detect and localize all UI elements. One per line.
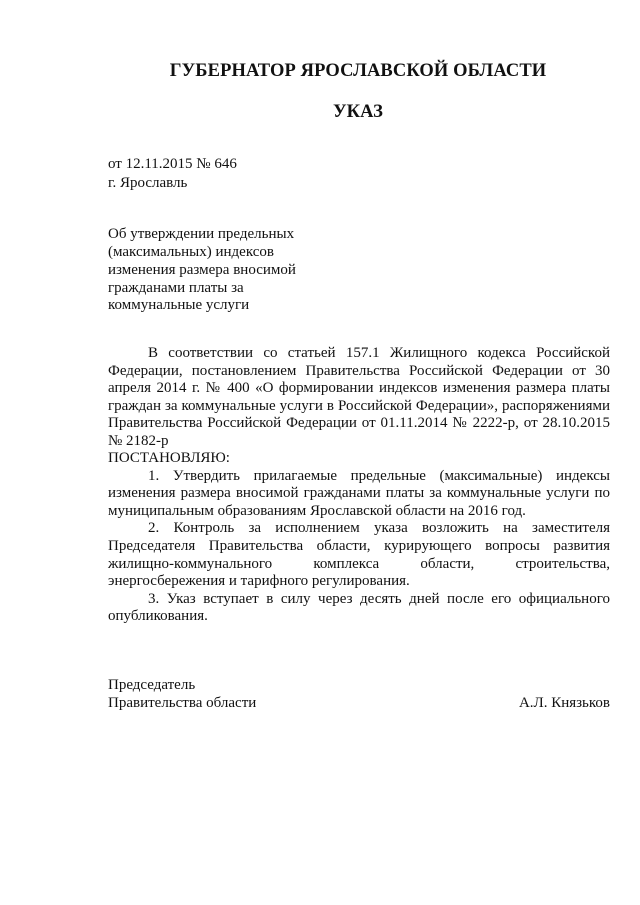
decree-word: ПОСТАНОВЛЯЮ: <box>108 450 230 467</box>
decree-item: 1. Утвердить прилагаемые предельные (максимальные) индексы изменения размера вносимой гражданами платы за коммунальные услуги по муниципальным образованиям Ярославской области на 2016 год. <box>108 467 610 519</box>
title-line: Об утверждении предельных <box>108 226 295 242</box>
document-body <box>108 345 610 626</box>
title-line: (максимальных) индексов <box>108 244 274 260</box>
preamble-paragraph: В соответствии со статьей 157.1 Жилищного кодекса Российской Федерации, постановлением Правительства Российской Федерации от 30 апреля 2014 г. № 400 «О формировании индексов изменения размера платы граждан за коммунальные услуги в Российской Федерации», распоряжениями Правительства Российской Федерации от 01.11.2014 № 2222-р, от 28.10.2015 № 2182-р <box>108 345 610 449</box>
signatory-position-line1: Председатель <box>108 677 196 693</box>
signature-block <box>108 676 610 712</box>
title-line: коммунальные услуги <box>108 297 250 313</box>
title-line: гражданами платы за <box>108 280 244 296</box>
decree-item: 3. Указ вступает в силу через десять дней после его официального опубликования. <box>108 590 610 625</box>
signatory-name: А.Л. Князьков <box>518 695 610 711</box>
document-type: УКАЗ <box>332 102 384 122</box>
city: г. Ярославль <box>108 175 188 191</box>
issuing-authority: ГУБЕРНАТОР ЯРОСЛАВСКОЙ ОБЛАСТИ <box>169 61 547 81</box>
decree-item: 2. Контроль за исполнением указа возложить на заместителя Председателя Правительства области, курирующего вопросы развития жилищно-коммунального комплекса области, строительства, энергосбережения и тарифного регулирования. <box>108 520 610 590</box>
date-and-number: от 12.11.2015 № 646 <box>108 156 237 172</box>
signatory-position-line2: Правительства области <box>108 695 257 711</box>
title-line: изменения размера вносимой <box>108 262 296 278</box>
